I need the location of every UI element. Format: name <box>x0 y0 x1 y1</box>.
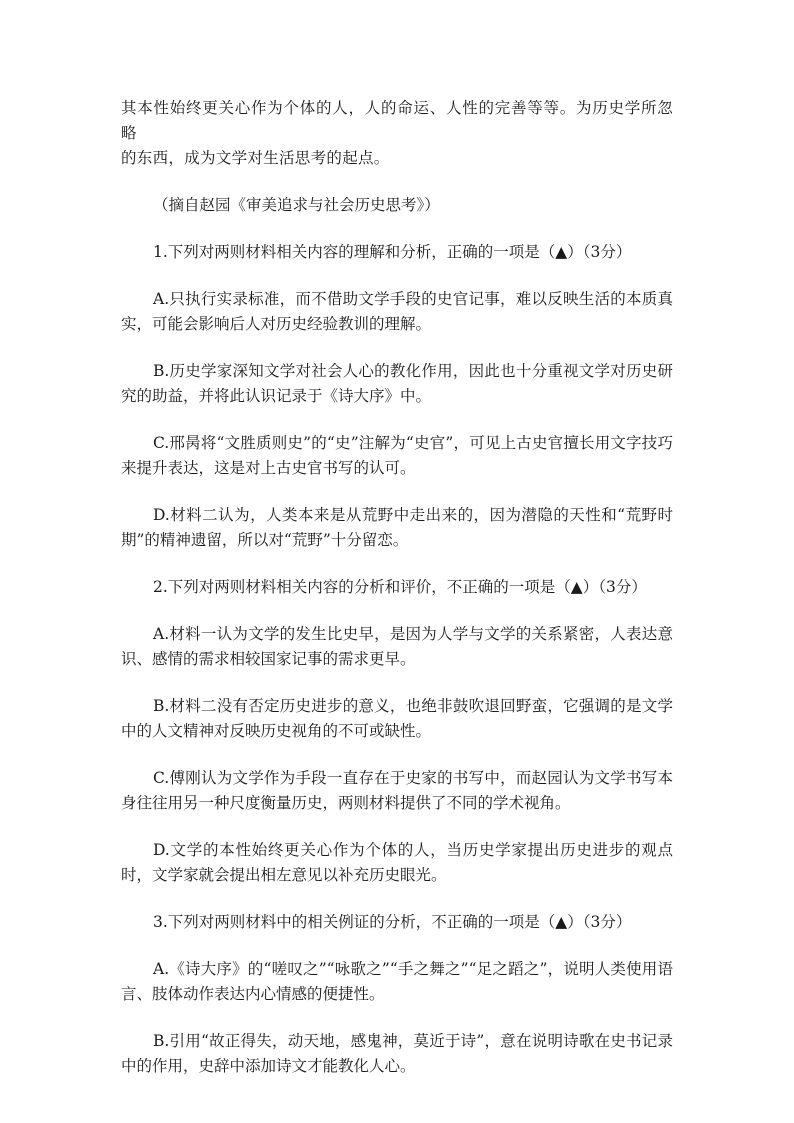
question-2-stem: 2.下列对两则材料相关内容的分析和评价，不正确的一项是（▲）（3分） <box>153 578 647 596</box>
question-2-option-b: B.材料二没有否定历史进步的意义，也绝非鼓吹退回野蛮，它强调的是文学中的人文精神对反映历史视角的不可或缺性。 <box>121 697 673 740</box>
source-citation: （摘自赵园《审美追求与社会历史思考》） <box>153 196 440 214</box>
question-3-option-b: B.引用“故正得失，动天地，感鬼神，莫近于诗”，意在说明诗歌在史书记录中的作用，史辞中添加诗文才能教化人心。 <box>121 1032 673 1075</box>
question-2-option-d: D.文学的本性始终更关心作为个体的人，当历史学家提出历史进步的观点时，文学家就会提出相左意见以补充历史眼光。 <box>121 841 673 884</box>
question-2-option-c: C.傅刚认为文学作为手段一直存在于史家的书写中，而赵园认为文学书写本身往往用另一种尺度衡量历史，两则材料提供了不同的学术视角。 <box>121 769 673 812</box>
intro-line-1: 其本性始终更关心作为个体的人，人的命运、人性的完善等等。为历史学所忽略 <box>121 99 673 142</box>
question-1-option-b: B.历史学家深知文学对社会人心的教化作用，因此也十分重视文学对历史研究的助益，并将此认识记录于《诗大序》中。 <box>121 362 673 405</box>
question-1-option-d: D.材料二认为，人类本来是从荒野中走出来的，因为潜隐的天性和“荒野时期”的精神遗留，所以对“荒野”十分留恋。 <box>121 506 673 549</box>
document-page <box>121 96 673 1079</box>
question-1-option-c: C.邢昺将“文胜质则史”的“史”注解为“史官”，可见上古史官擅长用文字技巧来提升表达，这是对上古史官书写的认可。 <box>121 434 673 477</box>
intro-line-2: 的东西，成为文学对生活思考的起点。 <box>121 149 390 167</box>
question-1-option-a: A.只执行实录标准，而不借助文学手段的史官记事，难以反映生活的本质真实，可能会影响后人对历史经验教训的理解。 <box>121 290 673 333</box>
question-3-stem: 3.下列对两则材料中的相关例证的分析，不正确的一项是（▲）（3分） <box>153 913 632 931</box>
question-3-option-a: A.《诗大序》的“嗟叹之”“咏歌之”“手之舞之”“足之蹈之”，说明人类使用语言、肢体动作表达内心情感的便捷性。 <box>121 960 673 1003</box>
question-1-stem: 1.下列对两则材料相关内容的理解和分析，正确的一项是（▲）（3分） <box>153 243 632 261</box>
question-2-option-a: A.材料一认为文学的发生比史早，是因为人学与文学的关系紧密，人表达意识、感情的需求相较国家记事的需求更早。 <box>121 625 673 668</box>
